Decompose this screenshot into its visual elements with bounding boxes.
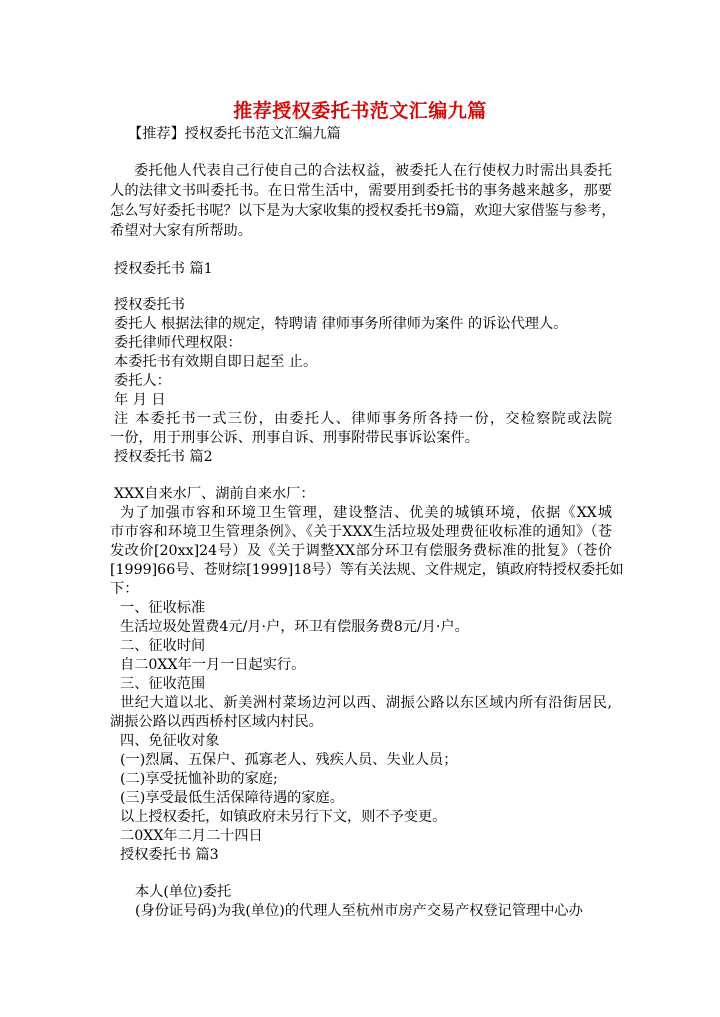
section1-line: 一份，用于刑事公诉、刑事自诉、刑事附带民事诉讼案件。 [110,430,479,446]
section2-list-item: (一)烈属、五保户、孤寡老人、残疾人员、失业人员； [120,752,458,768]
section2-body-line: 为了加强市容和环境卫生管理，建设整洁、优美的城镇环境，依据《XX城 [120,505,612,521]
section2-subheading: 一、征收标准 [120,600,206,616]
section2-text: 生活垃圾处置费4元/月·户，环卫有偿服务费8元/月·户。 [120,619,469,635]
section3-line: (身份证号码)为我(单位)的代理人至杭州市房产交易产权登记管理中心办 [135,903,583,919]
section-heading: 授权委托书 篇3 [120,847,219,863]
section2-date: 二0XX年二月二十四日 [120,828,263,844]
section2-body-line: 下： [110,581,139,597]
section1-line: 委托人： [114,373,171,389]
intro-line: 希望对大家有所帮助。 [110,223,252,239]
section2-body-line: [1999]66号、苍财综[1999]18号）等有关法规、文件规定，镇政府特授权委托如 [110,562,624,578]
section2-body-line: 发改价[20xx]24号）及《关于调整XX部分环卫有偿服务费标准的批复》（苍价 [110,543,612,559]
section3-line: 本人(单位)委托 [135,884,232,900]
section2-subheading: 二、征收时间 [120,638,206,654]
section2-list-item: (三)享受最低生活保障待遇的家庭。 [120,790,344,806]
section1-line: 授权委托书 [114,297,185,313]
section2-subheading: 三、征收范围 [120,676,206,692]
intro-line: 委托他人代表自己行使自己的合法权益，被委托人在行使权力时需出具委托 [134,163,612,179]
section2-text: 湖振公路以西西桥村区域内村民。 [110,714,323,730]
section2-text: 自二0XX年一月一日起实行。 [120,657,306,673]
document-title: 推荐授权委托书范文汇编九篇 [233,100,487,122]
section2-text: 世纪大道以北、新美洲村菜场边河以西、湖振公路以东区域内所有沿街居民, [120,695,612,711]
section1-line: 委托律师代理权限： [114,335,242,351]
section1-line: 委托人 根据法律的规定，特聘请 律师事务所律师为案件 的诉讼代理人。 [114,316,568,332]
section2-addressee: XXX自来水厂、湖前自来水厂： [114,486,315,502]
document-subtitle: 【推荐】授权委托书范文汇编九篇 [128,126,341,142]
intro-line: 人的法律文书叫委托书。在日常生活中，需要用到委托书的事务越来越多，那要 [110,183,612,199]
section1-line: 本委托书有效期自即日起至 止。 [114,354,318,370]
section-heading: 授权委托书 篇2 [114,449,213,465]
section1-line: 注 本委托书一式三份，由委托人、律师事务所各持一份，交检察院或法院 [114,411,612,427]
section2-subheading: 四、免征收对象 [120,733,220,749]
section2-body-line: 市市容和环境卫生管理条例》、《关于XXX生活垃圾处理费征收标准的通知》（苍 [110,524,612,540]
section-heading: 授权委托书 篇1 [114,261,213,277]
section1-line: 年 月 日 [114,392,166,408]
section2-closing: 以上授权委托，如镇政府未另行下文，则不予变更。 [120,809,447,825]
section2-list-item: (二)享受抚恤补助的家庭; [120,771,278,787]
intro-line: 怎么写好委托书呢？以下是为大家收集的授权委托书9篇，欢迎大家借鉴与参考， [110,203,616,219]
